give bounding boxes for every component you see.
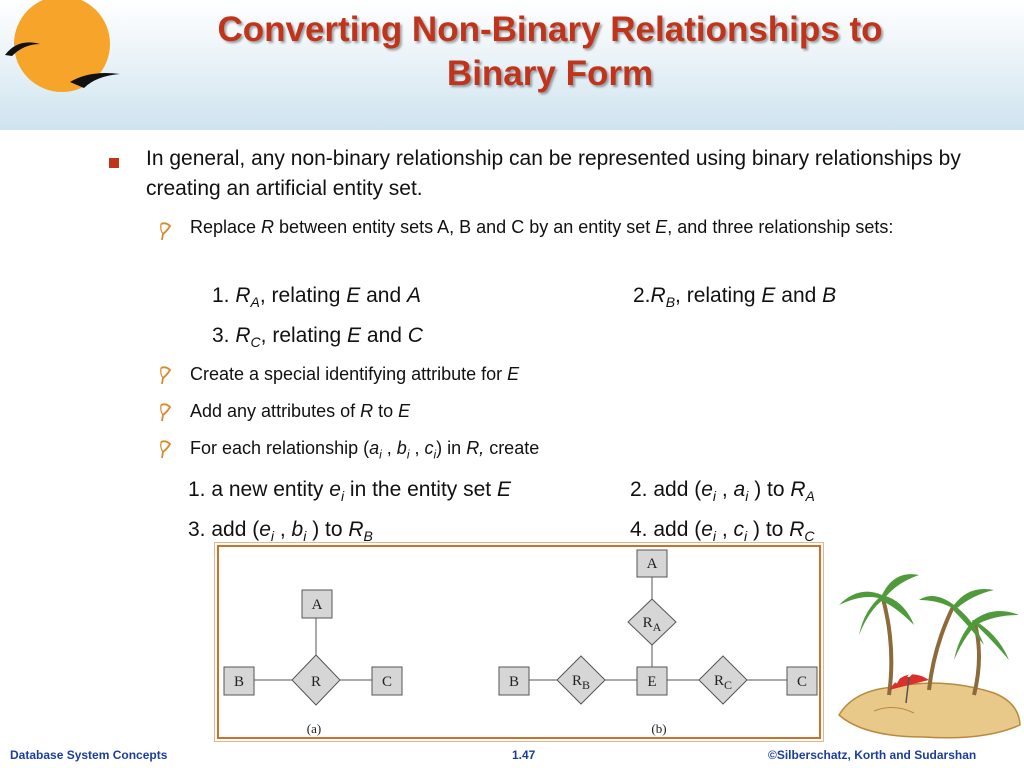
header-divider [0, 130, 1024, 132]
step-add-rc: 4. add ($e_i$ , $c_i$ ) to $R_C$ [630, 518, 815, 545]
sub-bullet-icon [158, 403, 174, 423]
label-a: A [311, 597, 323, 613]
slide-title-line2: Binary Form [446, 54, 654, 93]
label-b: B [233, 674, 245, 690]
label-rc: $R_C$ [713, 673, 733, 692]
square-bullet-icon [108, 154, 124, 170]
slide-title [140, 8, 960, 96]
sun-logo-icon [0, 0, 130, 110]
er-diagram-frame [217, 545, 821, 739]
label-b-b: B [508, 674, 520, 690]
sub-bullet-icon [158, 222, 174, 242]
sub-bullet-text-3: Add any attributes of R to E [190, 401, 411, 421]
bullet-text-main: In general, any non-binary relationship can be represented using binary relationships by creating an artificial entity set. [146, 147, 961, 200]
sub-bullet-icon [158, 440, 174, 460]
caption-a: (a) [306, 721, 322, 736]
sub-bullet-text-2: Create a special identifying attribute for E [190, 364, 520, 384]
footer-page-number: 1.47 [512, 748, 536, 762]
caption-b: (b) [651, 721, 667, 736]
sub-bullet-text-4: For each relationship ($a_i$ , $b_i$ , $c_i$) in R, create [190, 438, 540, 462]
label-r: R [310, 674, 322, 690]
label-c: C [381, 674, 393, 690]
slide-title-line1: Converting Non-Binary Relationships to [217, 10, 883, 49]
footer-course: Database System Concepts [10, 748, 168, 762]
item-rb: $2.R_B$, relating E and B [633, 284, 837, 311]
label-c-b: C [796, 674, 808, 690]
label-a-b: A [646, 556, 658, 572]
palm-island-icon [834, 565, 1024, 745]
item-rc: 3. $R_C$, relating E and C [212, 324, 423, 351]
er-diagram [219, 547, 819, 737]
footer-copyright: ©Silberschatz, Korth and Sudarshan [768, 748, 977, 762]
sub-bullet-text-1: Replace R between entity sets A, B and C by an entity set E, and three relationship sets: [190, 217, 894, 237]
label-e: E [647, 674, 657, 690]
label-ra: $R_A$ [642, 615, 662, 634]
label-rb: $R_B$ [571, 673, 591, 692]
step-add-ra: 2. add ($e_i$ , $a_i$ ) to $R_A$ [630, 478, 815, 505]
item-ra: 1. $R_A$, relating E and A [212, 284, 422, 311]
step-new-entity: 1. a new entity $e_i$ in the entity set E [188, 478, 511, 505]
sub-bullet-icon [158, 366, 174, 386]
step-add-rb: 3. add ($e_i$ , $b_i$ ) to $R_B$ [188, 518, 373, 545]
